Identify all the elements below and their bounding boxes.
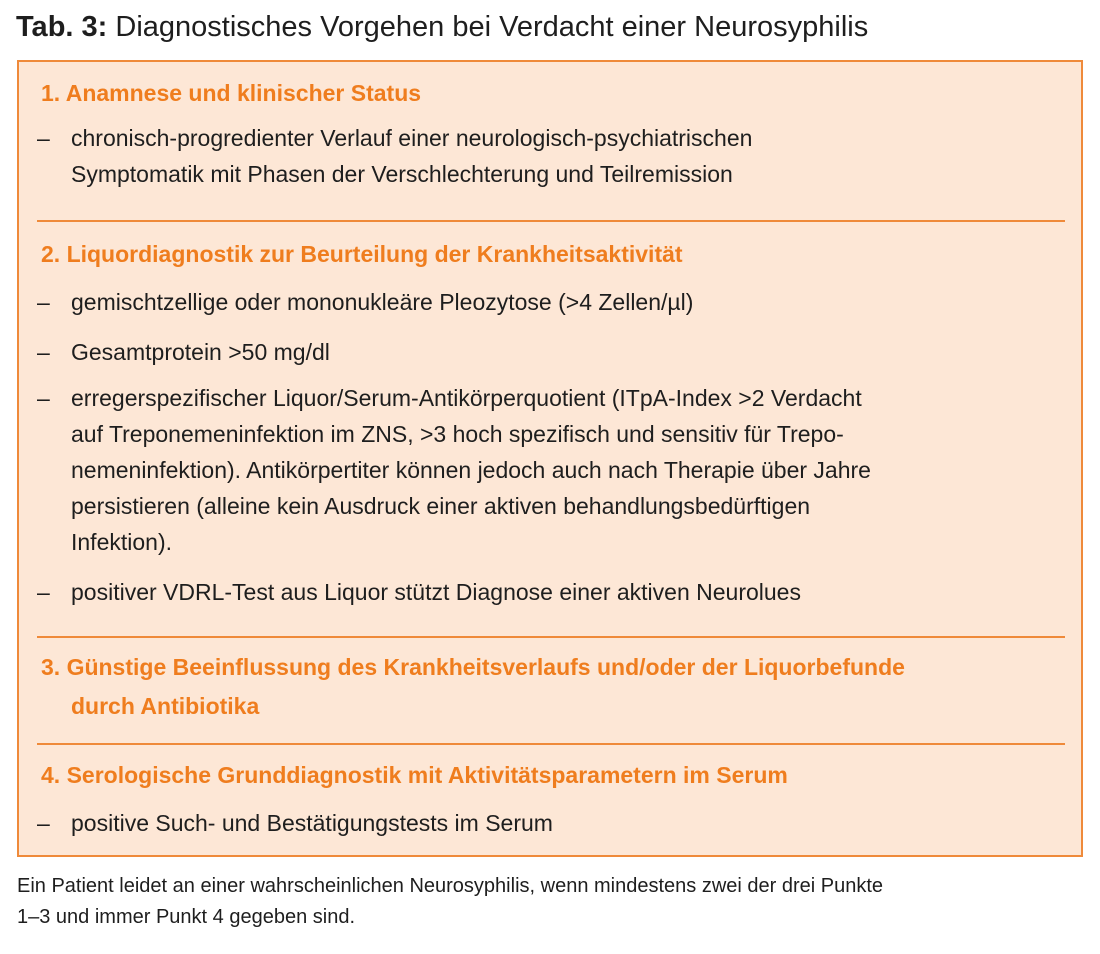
list-item: – gemischtzellige oder mononukleäre Pleozytose (>4 Zellen/µl) xyxy=(37,284,693,320)
dash-bullet: – xyxy=(37,125,50,151)
dash-bullet: – xyxy=(37,385,50,411)
section-3-heading: 3. Günstige Beeinflussung des Krankheitsverlaufs und/oder der Liquorbefunde durch Antibiotika xyxy=(41,654,905,719)
table-number: Tab. 3: xyxy=(16,11,108,43)
list-item: – chronisch-progredienter Verlauf einer neurologisch-psychiatrischen Symptomatik mit Phasen der Verschlechterung und Teilremission xyxy=(37,120,752,192)
section-1 xyxy=(37,62,1065,220)
section-4-heading: 4. Serologische Grunddiagnostik mit Aktivitätsparametern im Serum xyxy=(41,762,788,788)
section-3 xyxy=(37,636,1065,743)
table-title xyxy=(16,8,868,46)
section-4 xyxy=(37,743,1065,855)
list-item: – positive Such- und Bestätigungstests im Serum xyxy=(37,805,553,841)
section-2 xyxy=(37,220,1065,636)
dash-bullet: – xyxy=(37,339,50,365)
section-1-heading: 1. Anamnese und klinischer Status xyxy=(41,80,422,106)
criteria-box xyxy=(17,60,1083,857)
dash-bullet: – xyxy=(37,579,50,605)
list-item: – positiver VDRL-Test aus Liquor stützt Diagnose einer aktiven Neurolues xyxy=(37,574,801,610)
list-item: – Gesamtprotein >50 mg/dl xyxy=(37,334,330,370)
table-title-text: Diagnostisches Vorgehen bei Verdacht einer Neurosyphilis xyxy=(115,11,869,43)
list-item: – erregerspezifischer Liquor/Serum-Antikörperquotient (ITpA-Index >2 Verdacht auf Treponemeninfektion im ZNS, >3 hoch spezifisch und sensitiv für Trepo- nemeninfektion). Antikörpertiter können jedoch auch nach Therapie über Jahre persistieren (alleine kein Ausdruck einer aktiven behandlungsbedürftigen Infektion). xyxy=(37,380,871,560)
dash-bullet: – xyxy=(37,289,50,315)
footnote: Ein Patient leidet an einer wahrscheinlichen Neurosyphilis, wenn mindestens zwei der drei Punkte 1–3 und immer Punkt 4 gegeben sind. xyxy=(17,875,884,928)
dash-bullet: – xyxy=(37,810,50,836)
section-2-heading: 2. Liquordiagnostik zur Beurteilung der Krankheitsaktivität xyxy=(41,241,683,267)
